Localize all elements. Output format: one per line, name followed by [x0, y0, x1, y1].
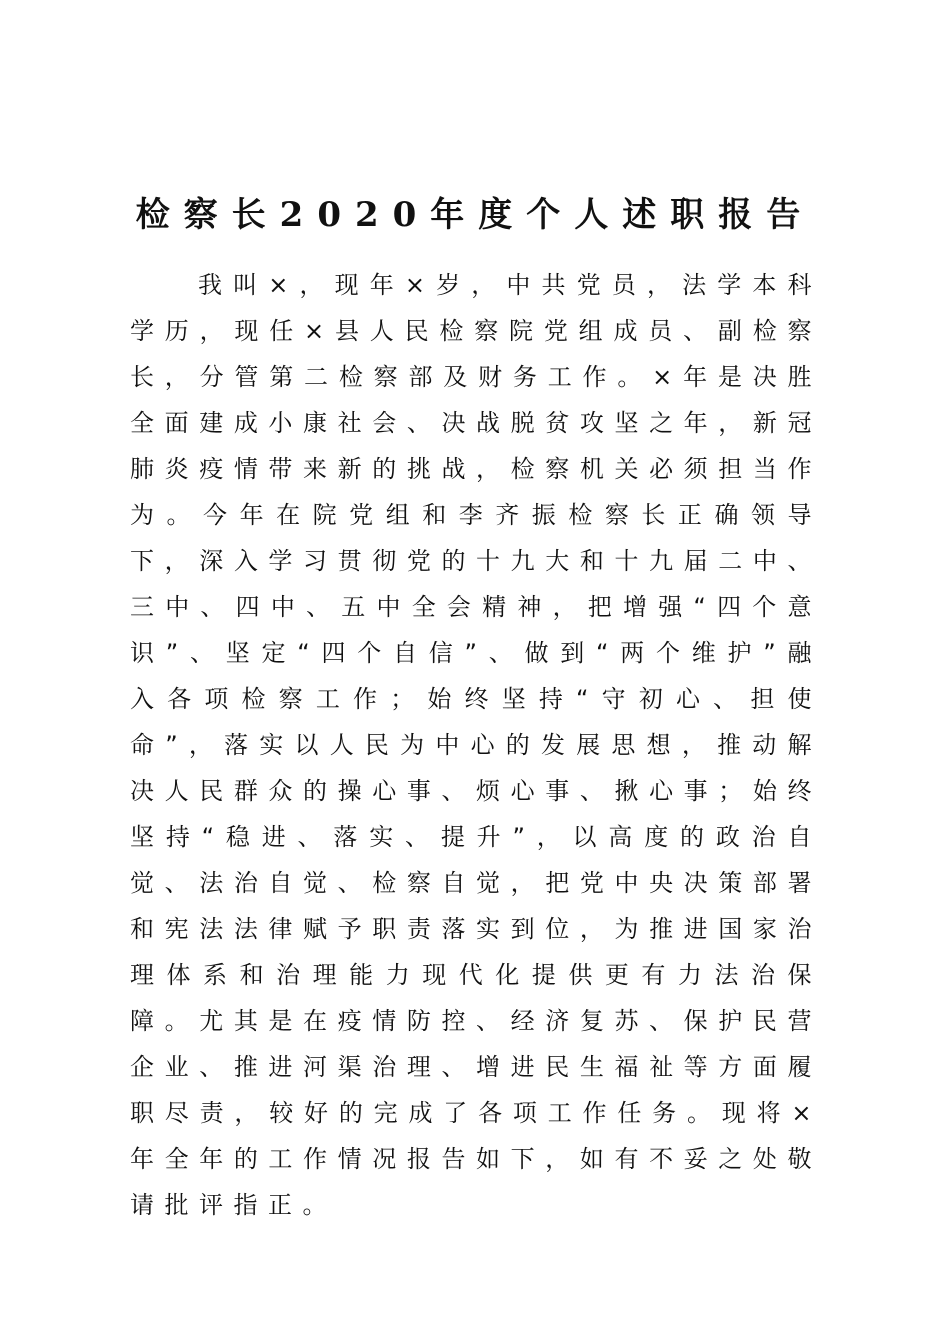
body-paragraph: 我叫×，现年×岁，中共党员，法学本科学历，现任×县人民检察院党组成员、副检察长，分管第二检察部及财务工作。×年是决胜全面建成小康社会、决战脱贫攻坚之年，新冠肺炎疫情带来新的挑战，检察机关必须担当作为。今年在院党组和李齐振检察长正确领导下，深入学习贯彻党的十九大和十九届二中、三中、四中、五中全会精神，把增强“四个意识”、坚定“四个自信”、做到“两个维护”融入各项检察工作；始终坚持“守初心、担使命”，落实以人民为中心的发展思想，推动解决人民群众的操心事、烦心事、揪心事；始终坚持“稳进、落实、提升”，以高度的政治自觉、法治自觉、检察自觉，把党中央决策部署和宪法法律赋予职责落实到位，为推进国家治理体系和治理能力现代化提供更有力法治保障。尤其是在疫情防控、经济复苏、保护民营企业、推进河渠治理、增进民生福祉等方面履职尽责，较好的完成了各项工作任务。现将×年全年的工作情况报告如下，如有不妥之处敬请批评指正。 — [130, 271, 822, 1219]
document-title: 检察长2020年度个人述职报告 — [135, 194, 815, 235]
